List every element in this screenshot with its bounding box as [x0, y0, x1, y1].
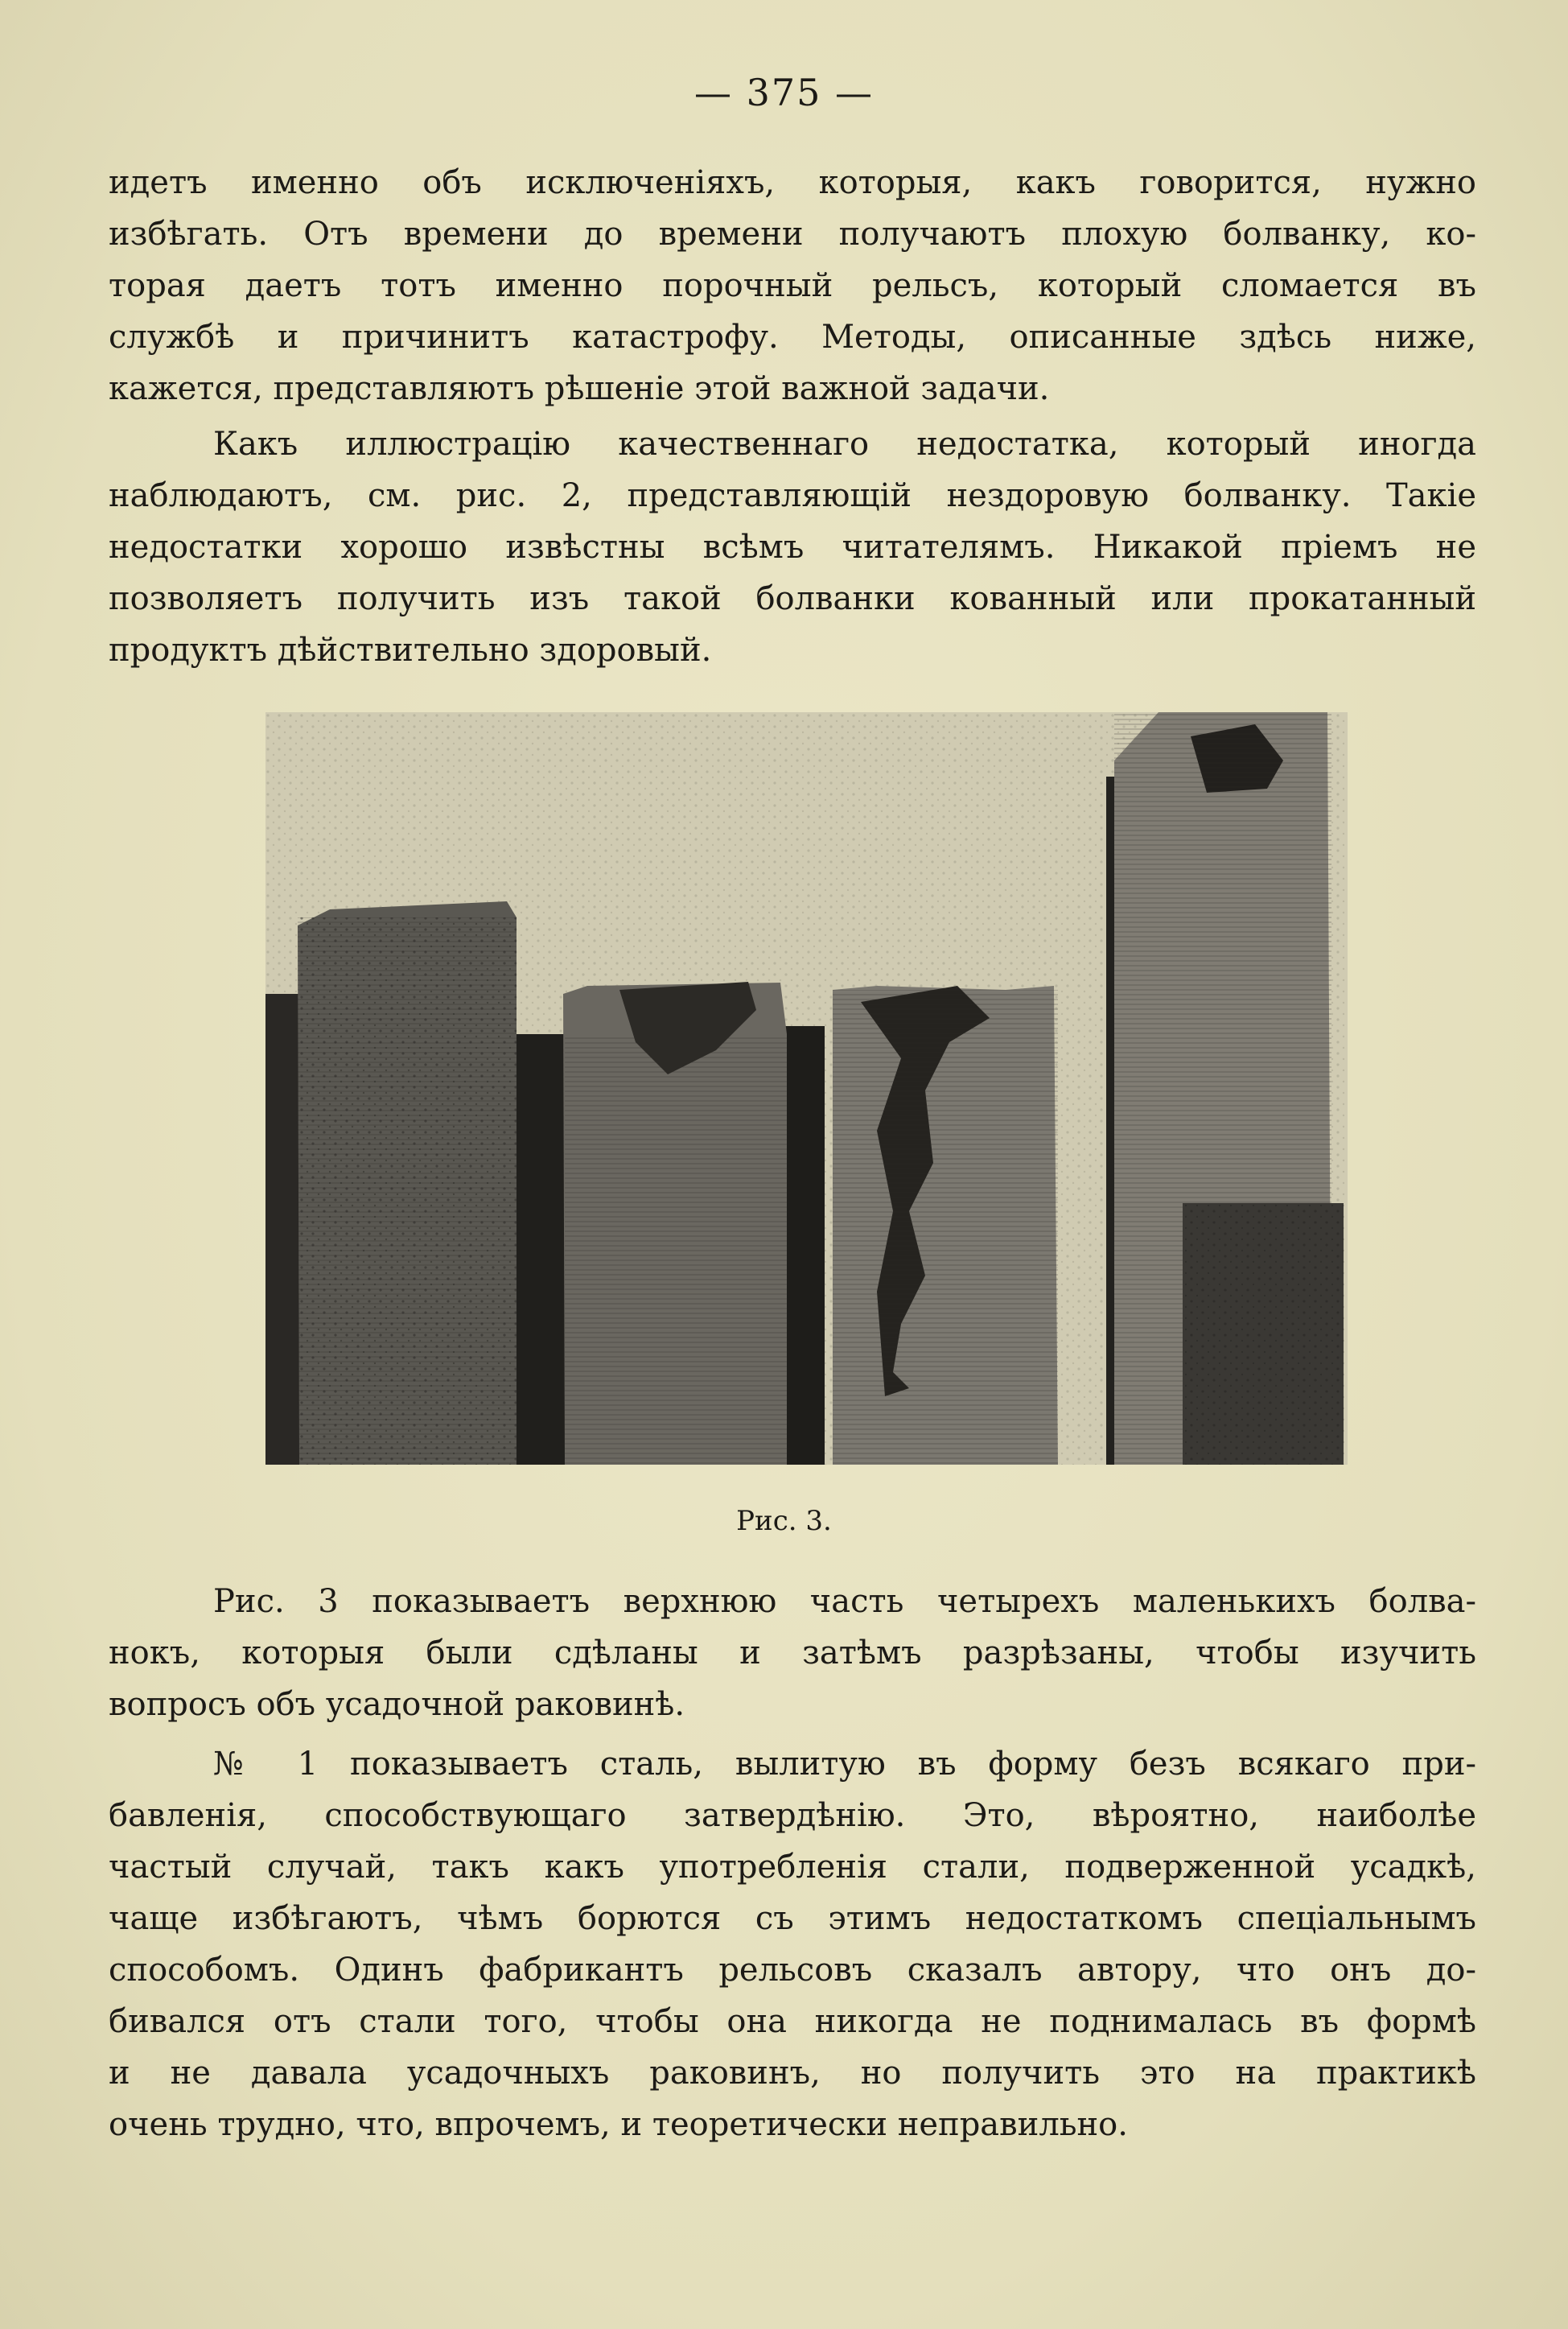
- text-line: вопросъ объ усадочной раковинѣ.: [109, 1686, 685, 1723]
- text-line: службѣ и причинитъ катастрофу. Методы, описанные здѣсь ниже,: [109, 319, 1476, 356]
- text-line: продуктъ дѣйствительно здоровый.: [109, 632, 712, 669]
- text-line: бавленія, способствующаго затвердѣнію. Это, вѣроятно, наиболѣе: [109, 1797, 1476, 1834]
- text-line: кажется, представляютъ рѣшеніе этой важной задачи.: [109, 370, 1050, 407]
- text-line: нокъ, которыя были сдѣланы и затѣмъ разрѣзаны, чтобы изучить: [109, 1634, 1476, 1672]
- figure-ingots-photo: [265, 712, 1348, 1465]
- text-line: идетъ именно объ исключеніяхъ, которыя, какъ говорится, нужно: [109, 164, 1476, 201]
- text-line: способомъ. Одинъ фабрикантъ рельсовъ сказалъ автору, что онъ до-: [109, 1952, 1476, 1989]
- text-line: частый случай, такъ какъ употребленія стали, подверженной усадкѣ,: [109, 1849, 1476, 1886]
- ingot-cross-sections-illustration: [265, 712, 1348, 1465]
- paragraph-1: [109, 157, 1476, 414]
- text-line: позволяетъ получить изъ такой болванки кованный или прокатанный: [109, 580, 1476, 617]
- text-line: № 1 показываетъ сталь, вылитую въ форму безъ всякаго при-: [213, 1746, 1476, 1783]
- page-number: — 375 —: [693, 71, 875, 114]
- text-line: и не давала усадочныхъ раковинъ, но получить это на практикѣ: [109, 2055, 1476, 2092]
- text-line: Какъ иллюстрацію качественнаго недостатка, который иногда: [213, 426, 1476, 463]
- paragraph-4: [109, 1738, 1476, 2150]
- text-line: избѣгать. Отъ времени до времени получаютъ плохую болванку, ко-: [109, 216, 1476, 253]
- text-line: торая даетъ тотъ именно порочный рельсъ, который сломается въ: [109, 267, 1476, 304]
- paragraph-3: [109, 1576, 1476, 1730]
- paragraph-2: [109, 418, 1476, 676]
- text-line: чаще избѣгаютъ, чѣмъ борются съ этимъ недостаткомъ спеціальнымъ: [109, 1900, 1476, 1937]
- text-line: наблюдаютъ, см. рис. 2, представляющій нездоровую болванку. Такіе: [109, 477, 1476, 514]
- text-line: Рис. 3 показываетъ верхнюю часть четырехъ маленькихъ болва-: [213, 1583, 1476, 1620]
- text-line: очень трудно, что, впрочемъ, и теоретически неправильно.: [109, 2106, 1128, 2143]
- text-line: бивался отъ стали того, чтобы она никогда не поднималась въ формѣ: [109, 2003, 1476, 2040]
- text-line: недостатки хорошо извѣстны всѣмъ читателямъ. Никакой пріемъ не: [109, 529, 1476, 566]
- figure-caption: Рис. 3.: [736, 1505, 832, 1537]
